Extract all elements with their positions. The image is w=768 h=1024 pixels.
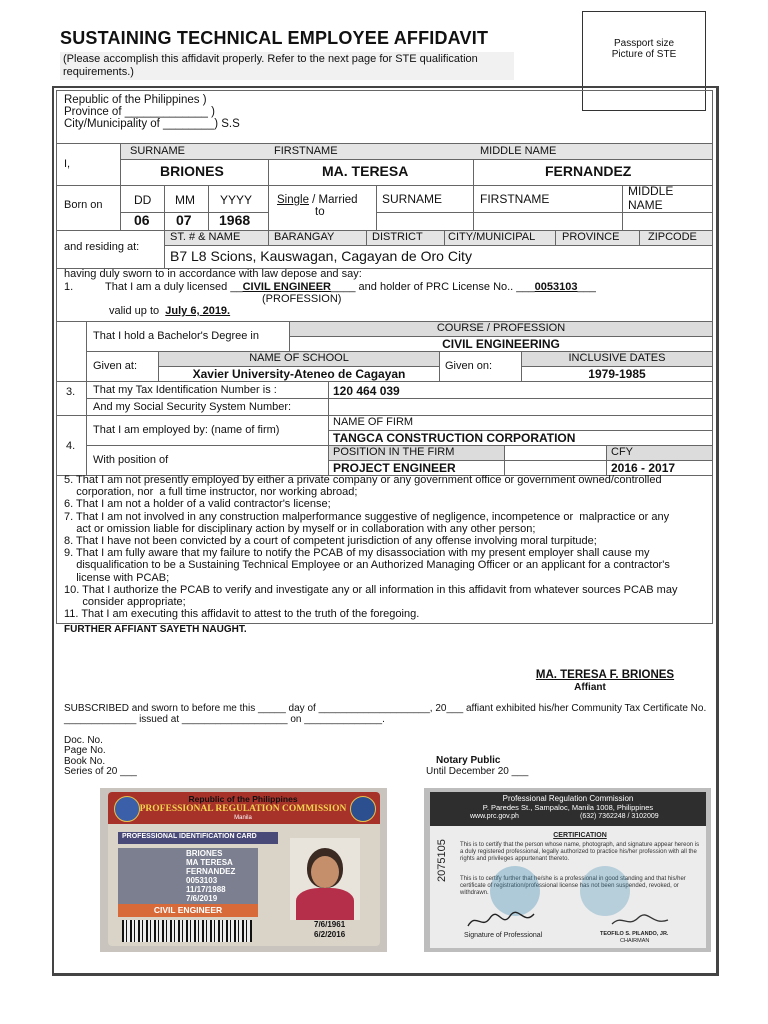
jurat-line-1: SUBSCRIBED and sworn to before me this _____ day of ____________________, 20___ affiant exhibited his/her Community Tax Certificate No.	[64, 703, 707, 714]
address-value: B7 L8 Scions, Kauswagan, Cagayan de Oro City	[170, 248, 472, 264]
firstname-label: FIRSTNAME	[274, 145, 338, 157]
middlename-value: FERNANDEZ	[545, 163, 632, 179]
surname-value: BRIONES	[160, 163, 224, 179]
instructions: (Please accomplish this affidavit properly. Refer to the next page for STE qualification requirements.)	[60, 52, 514, 80]
jurat-line-2: _____________ issued at ___________________ on ______________.	[64, 714, 385, 725]
id-commission: PROFESSIONAL REGULATION COMMISSION	[139, 804, 347, 814]
middlename-label: MIDDLE NAME	[480, 145, 557, 157]
prc-id-back-photo	[424, 788, 711, 952]
firm-label: NAME OF FIRM	[333, 416, 414, 428]
course-value: CIVIL ENGINEERING	[442, 337, 560, 351]
degree-text: That I hold a Bachelor's Degree in	[93, 330, 259, 342]
employed-text: That I am employed by: (name of firm)	[93, 424, 280, 436]
notary-until: Until December 20 ___	[426, 766, 529, 777]
school-value: Xavier University-Ateneo de Cagayan	[192, 367, 406, 381]
spouse-middle-label-1: MIDDLE	[628, 184, 674, 198]
closing-statement: FURTHER AFFIANT SAYETH NAUGHT.	[64, 624, 247, 635]
series-of: Series of 20 ___	[64, 766, 137, 777]
affiant-name: MA. TERESA F. BRIONES	[535, 669, 675, 681]
id-firstname: MA TERESA	[186, 858, 233, 867]
id-issued: 6/2/2016	[314, 930, 346, 939]
position-text: With position of	[93, 454, 169, 466]
back-serial: 2075105	[436, 839, 448, 882]
back-line-4: (632) 7362248 / 3102009	[580, 813, 659, 820]
sworn-statement: having duly sworn to in accordance with law depose and say:	[64, 268, 362, 280]
married-to-label: to	[315, 206, 325, 218]
venue-line-1: Republic of the Philippines )	[64, 94, 207, 106]
prc-id-front-photo	[100, 788, 387, 952]
born-on-label: Born on	[64, 199, 103, 211]
statement-line: 5. That I am not presently employed by either a private company or any government office or government owned/controlled	[64, 474, 662, 486]
signature-icon	[466, 910, 536, 932]
book-no: Book No.	[64, 756, 106, 767]
valid-up-to: valid up to July 6, 2019.	[109, 305, 231, 317]
i-label: I,	[64, 158, 71, 170]
cfy-label: CFY	[611, 446, 633, 458]
page-title: SUSTAINING TECHNICAL EMPLOYEE AFFIDAVIT	[60, 28, 489, 48]
spouse-firstname-label: FIRSTNAME	[480, 192, 550, 206]
back-chair-name: TEOFILO S. PILANDO, JR.	[600, 931, 669, 937]
yyyy-value: 1968	[219, 212, 251, 228]
statement-line: 11. That I am executing this affidavit to attest to the truth of the foregoing.	[64, 608, 420, 621]
school-label: NAME OF SCHOOL	[249, 352, 349, 364]
hologram-icon	[580, 866, 630, 916]
statement-line: 7. That I am not involved in any construction malperformance suggestive of negligence, incompetence or malpractice or any	[64, 510, 670, 523]
back-cert-text-1: This is to certify that the person whose name, photograph, and signature appear hereon is a duly registered professional, legally authorized to practice his/her profession with all the rights and privileges appurtenant thereto.	[460, 842, 700, 862]
statement-line: license with PCAB;	[64, 571, 170, 584]
province-label: PROVINCE	[562, 231, 620, 243]
statement-line: act or omission liable for disciplinary action by myself or in collaboration with any other person;	[64, 522, 536, 535]
tin-text: That my Tax Identification Number is :	[93, 384, 277, 396]
street-label: ST. # & NAME	[170, 231, 241, 243]
dates-label: INCLUSIVE DATES	[568, 352, 666, 364]
statement-line: 10. That I authorize the PCAB to verify and investigate any or all information in this affidavit from whatever sources PCAB may	[64, 583, 678, 596]
prc-logo-icon	[350, 796, 376, 822]
item-1-text: That I am a duly licensed __CIVIL ENGINEER____ and holder of PRC License No.. ___0053103___	[105, 281, 596, 293]
id-photo	[290, 838, 360, 920]
back-line-1: Professional Regulation Commission	[502, 794, 634, 803]
spouse-surname-label: SURNAME	[382, 192, 443, 206]
dd-value: 06	[134, 212, 150, 228]
back-line-2: P. Paredes St., Sampaloc, Manila 1008, Philippines	[482, 803, 654, 812]
id-middlename: FERNANDEZ	[186, 867, 236, 876]
given-on-label: Given on:	[445, 360, 493, 372]
venue-line-2: Province of _____________ )	[64, 106, 215, 118]
statement-line: 9. That I am fully aware that my failure to notify the PCAB of my disassociation with my present employer shall cause my	[64, 547, 650, 560]
back-chair-title: CHAIRMAN	[620, 938, 650, 944]
cfy-value: 2016 - 2017	[611, 461, 676, 475]
seal-icon	[114, 796, 140, 822]
statement-line: 8. That I have not been convicted by a court of competent jurisdiction of any offense involving moral turpitude;	[64, 535, 597, 547]
id-valid: 7/6/2019	[186, 894, 218, 903]
back-sig-caption: Signature of Professional	[464, 932, 543, 939]
dd-label: DD	[134, 193, 152, 207]
barangay-label: BARANGAY	[274, 231, 335, 243]
id-surname: BRIONES	[186, 849, 223, 858]
item-1-number: 1.	[64, 281, 74, 293]
item-3-number: 3.	[66, 386, 76, 398]
statement-line: corporation, nor a full time instructor, nor working abroad;	[64, 486, 358, 499]
barcode-icon	[122, 920, 252, 942]
passport-caption-1: Passport size	[613, 38, 675, 49]
zipcode-label: ZIPCODE	[648, 231, 697, 243]
id-profession: CIVIL ENGINEER	[153, 905, 223, 915]
id-reg-date: 11/17/1988	[186, 885, 226, 894]
tin-value: 120 464 039	[333, 384, 400, 398]
venue-line-3: City/Municipality of ________) S.S	[64, 118, 240, 130]
passport-caption-2: Picture of STE	[611, 49, 677, 60]
profession-caption: (PROFESSION)	[262, 293, 342, 305]
position-value: PROJECT ENGINEER	[333, 461, 456, 475]
civil-status: Single / Married	[277, 194, 358, 206]
id-birth: 7/6/1961	[314, 920, 346, 929]
back-line-3: www.prc.gov.ph	[470, 813, 519, 820]
page-no: Page No.	[64, 745, 106, 756]
position-label: POSITION IN THE FIRM	[333, 446, 455, 458]
yyyy-label: YYYY	[220, 193, 253, 207]
firm-value: TANGCA CONSTRUCTION CORPORATION	[333, 431, 576, 445]
hologram-icon	[490, 866, 540, 916]
firstname-value: MA. TERESA	[322, 163, 409, 179]
notary-public: Notary Public	[436, 755, 501, 766]
spouse-middle-label-2: NAME	[628, 198, 663, 212]
doc-no: Doc. No.	[64, 735, 103, 746]
mm-value: 07	[176, 212, 192, 228]
course-label: COURSE / PROFESSION	[436, 322, 566, 334]
surname-label: SURNAME	[130, 145, 186, 157]
city-label: CITY/MUNICIPAL	[448, 231, 536, 243]
id-card-title: PROFESSIONAL IDENTIFICATION CARD	[122, 833, 257, 840]
mm-label: MM	[175, 193, 195, 207]
affiant-caption: Affiant	[574, 682, 606, 693]
statement-line: disqualification to be a Sustaining Technical Employee or an Authorized Managing Officer or an applicant for a contractor's	[64, 559, 670, 572]
chairman-signature-icon	[610, 912, 670, 930]
id-city: Manila	[234, 815, 252, 821]
back-cert-title: CERTIFICATION	[553, 832, 607, 839]
dates-value: 1979-1985	[588, 367, 646, 381]
statement-line: consider appropriate;	[64, 596, 186, 608]
statement-line: 6. That I am not a holder of a valid contractor's license;	[64, 498, 331, 511]
item-4-number: 4.	[66, 440, 76, 452]
residing-label: and residing at:	[64, 241, 140, 253]
id-republic: Republic of the Philippines	[188, 794, 298, 804]
given-at-label: Given at:	[93, 360, 138, 372]
district-label: DISTRICT	[372, 231, 423, 243]
back-cert-text-2: This is to certify further that he/she is a professional in good standing and that his/her certificate of registration/professional license has not been suspended, revoked, or withdrawn.	[460, 876, 686, 896]
sss-text: And my Social Security System Number:	[93, 401, 292, 413]
id-reg-no: 0053103	[186, 876, 218, 885]
